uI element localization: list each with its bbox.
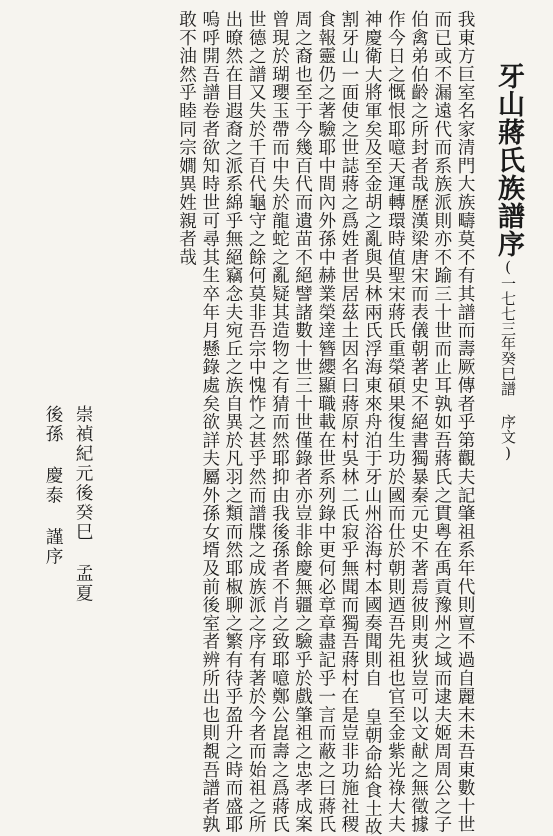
text-column: 周之裔也至于今幾百代而遺苗不絕譬諸數十世三十世僅錄者亦豈非餘慶無疆之驗乎於戲肇祖之忠孝成案: [292, 10, 313, 834]
colophon-author: 後孫 慶泰 謹序: [43, 405, 63, 567]
text-column: 世德之譜又失於千百代龜守之餘何莫非吾宗中愧怍之甚乎然而譜牒之成族派之序有著於今者而始祖之所: [246, 10, 267, 834]
text-column: 嗚呼開吾譜卷者欲知時世可尋其生卒年月懸錄處矣欲詳夫屬外孫女壻及前後室者辨所出也則覩吾譜者孰: [199, 10, 220, 834]
document-title: [493, 62, 523, 462]
colophon-date: 崇禎紀元後癸巳 孟夏: [73, 405, 93, 604]
text-column: 而已或不漏遠代而系族派則亦不踰三十世而止耳孰如吾蔣氏之貫粤在禹貢豫州之域而逮夫姬周周公之子: [431, 10, 452, 834]
text-column: 作今日之慨恨耶噫天運轉環時值聖宋蔣氏重榮碩果復生功於國而仕於朝則迺吾先祖也官至金紫光祿大夫: [385, 10, 406, 834]
text-column: 神慶衛大將軍矣及至金胡之亂與吳林兩氏浮海東來舟泊于牙山州浴海村本國奏聞則自 皇朝命給食土故: [362, 10, 383, 836]
text-column: 割牙山一面使之世誌蔣之爲姓者世居茲土因名曰蔣原村吳林二氏寂乎無聞而獨吾蔣村在是豈非功施社稷: [338, 10, 359, 834]
text-column: 食報靈仍之著驗耶中間內外孫中赫業榮達簪纓顯職載在世系列錄中更何必章章盡記乎一言而蔽之曰蔣氏: [315, 10, 336, 834]
colophon: [38, 405, 98, 705]
title-note: (一七七三年癸巳譜 序文): [499, 258, 517, 462]
text-column: 出暸然在目遐裔之派系綿乎無絕竊念夫宛丘之族自異於凡羽之類而然耶椒聊之繁有待乎盈升之時而盛耶: [222, 10, 243, 834]
preface-body: [174, 10, 476, 836]
text-column: 伯禽弟伯齡之所封者哉歷漢梁唐宋而表儀朝著史不絕書獨暴秦元史不著焉彼則夷狄豈可以文献之無徵據: [408, 10, 429, 834]
title-text: 牙山蔣氏族譜序: [493, 62, 524, 258]
text-column: 曾現於瑚瓔玉帶而中失於龍蛇之亂疑其造物之有猜而然耶抑由我後孫者不肖之致耶噫鄭公崑壽之爲蔣氏: [269, 10, 290, 834]
text-column: 我東方巨室名家清門大族疇莫不有其譜而壽厥傳者乎第觀夫記肇祖系年代則亶不過自麗末未吾東數十世: [455, 10, 475, 834]
text-column: 敢不油然乎睦同宗嫺異姓親者哉: [176, 10, 197, 267]
